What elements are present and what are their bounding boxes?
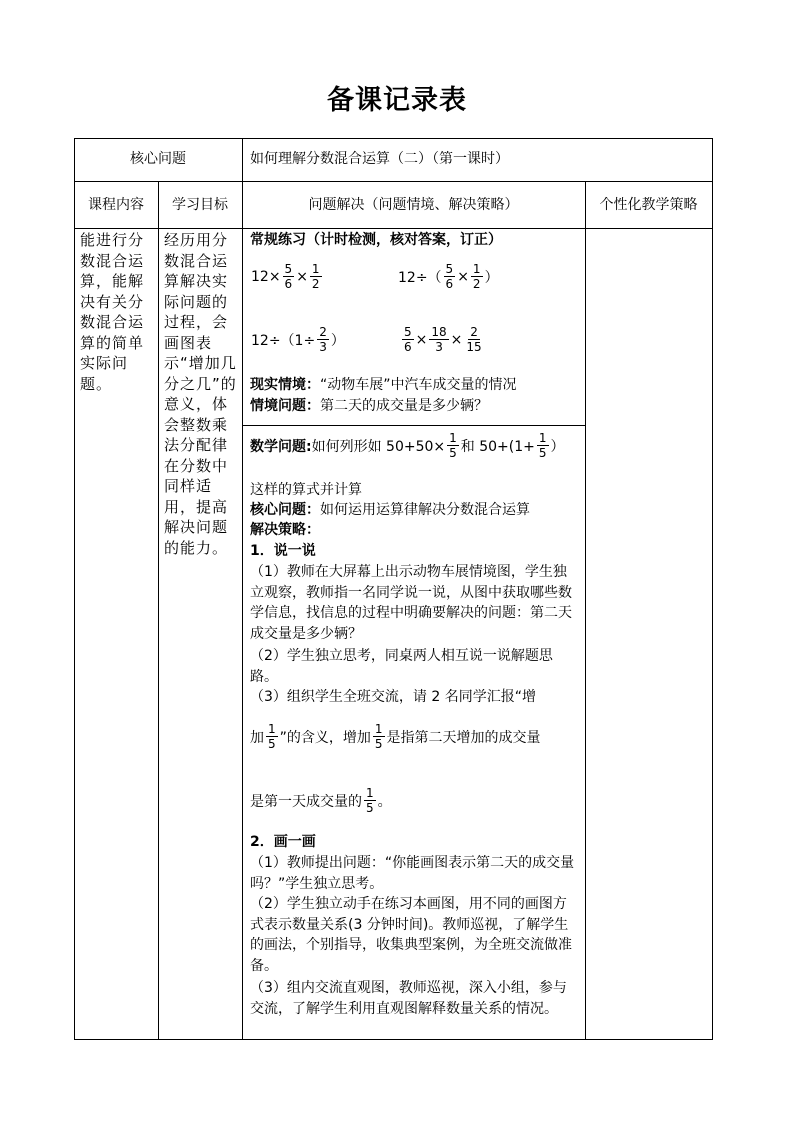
section-1-paragraph-2: （2）学生独立思考，同桌两人相互说一说解题思路。 [250, 648, 553, 685]
fraction: $\frac{2}{3}$ [319, 325, 327, 354]
section-1-title: 1．说一说 [250, 543, 316, 559]
section-1-paragraph-3: （3）组织学生全班交流，请 2 名同学汇报“增 [250, 689, 536, 705]
section-2-paragraph-3: （3）组内交流直观图，教师巡视，深入小组，参与交流，了解学生利用直观图解释数量关系的情况。 [250, 980, 567, 1017]
fraction: $\frac{5}{6}$ [284, 262, 293, 291]
core-question-label: 核心问题 [130, 151, 186, 167]
fraction: $\frac{1}{5}$ [268, 722, 276, 751]
section-2-paragraph-1: （1）教师提出问题：“你能画图表示第二天的成交量吗？”学生独立思考。 [250, 855, 575, 892]
fraction: $\frac{18}{3}$ [431, 325, 447, 354]
situation-question: 情境问题：第二天的成交量是多少辆？ [250, 398, 488, 414]
fraction: $\frac{2}{15}$ [466, 325, 482, 354]
learning-goal-text: 经历用分数混合运算解决实际问题的过程，会画图表示“增加几分之几”的意义，体会整数乘法分配律在分数中同样适用，提高解决问题的能力。 [164, 231, 237, 557]
fraction: $\frac{1}{2}$ [472, 262, 481, 291]
section-1-paragraph-5: 是第一天成交量的 $\frac{1}{5}$ 。 [250, 786, 392, 815]
fraction: $\frac{1}{2}$ [311, 262, 320, 291]
practice-heading: 常规练习（计时检测，核对答案，订正） [250, 232, 502, 248]
course-content-text: 能进行分数混合运算，能解决有关分数混合运算的简单实际问题。 [80, 231, 145, 393]
strategy-label: 解决策略： [250, 522, 320, 538]
header-personalized-strategy: 个性化教学策略 [599, 197, 698, 213]
expression-2: 12÷（ $\frac{5}{6}$ × $\frac{1}{2}$ ） [398, 262, 499, 291]
math-question-continued: 这样的算式并计算 [250, 482, 362, 498]
expression-4: $\frac{5}{6}$ × $\frac{18}{3}$ × $\frac{2}{15}$ [404, 325, 482, 354]
expression-1: 12× $\frac{5}{6}$ × $\frac{1}{2}$ [251, 262, 320, 291]
fraction: $\frac{5}{6}$ [404, 325, 412, 354]
fraction: $\frac{5}{6}$ [445, 262, 454, 291]
header-learning-goal: 学习目标 [172, 197, 228, 213]
fraction: $\frac{1}{5}$ [538, 431, 547, 460]
header-problem-solving: 问题解决（问题情境、解决策略） [308, 197, 519, 213]
fraction: $\frac{1}{5}$ [449, 431, 457, 460]
header-course-content: 课程内容 [88, 197, 144, 213]
math-question: 数学问题: 如何列形如 50+50× $\frac{1}{5}$ 和 50+(1+ $\frac{1}{5}$ ） [250, 431, 565, 460]
expression-3: 12÷（1÷ $\frac{2}{3}$ ） [251, 325, 345, 354]
document-title: 备课记录表 [327, 85, 467, 116]
section-2-paragraph-2: （2）学生独立动手在练习本画图，用不同的画图方式表示数量关系(3 分钟时间)。教师巡视，了解学生的画法，个别指导，收集典型案例，为全班交流做准备。 [250, 896, 572, 974]
fraction: $\frac{1}{5}$ [366, 786, 374, 815]
core-question-value: 如何理解分数混合运算（二）（第一课时） [250, 151, 509, 167]
section-1-paragraph-1: （1）教师在大屏幕上出示动物车展情境图，学生独立观察，教师指一名同学说一说，从图中获取哪些数学信息，找信息的过程中明确要解决的问题：第二天成交量是多少辆？ [250, 564, 572, 642]
section-2-title: 2．画一画 [250, 834, 316, 850]
section-1-paragraph-4: 加 $\frac{1}{5}$ ”的含义，增加 $\frac{1}{5}$ 是指第二天增加的成交量 [250, 722, 541, 751]
core-question-line: 核心问题：如何运用运算律解决分数混合运算 [250, 502, 530, 518]
fraction: $\frac{1}{5}$ [374, 722, 383, 751]
real-situation: 现实情境：“动物车展”中汽车成交量的情况 [250, 377, 517, 393]
